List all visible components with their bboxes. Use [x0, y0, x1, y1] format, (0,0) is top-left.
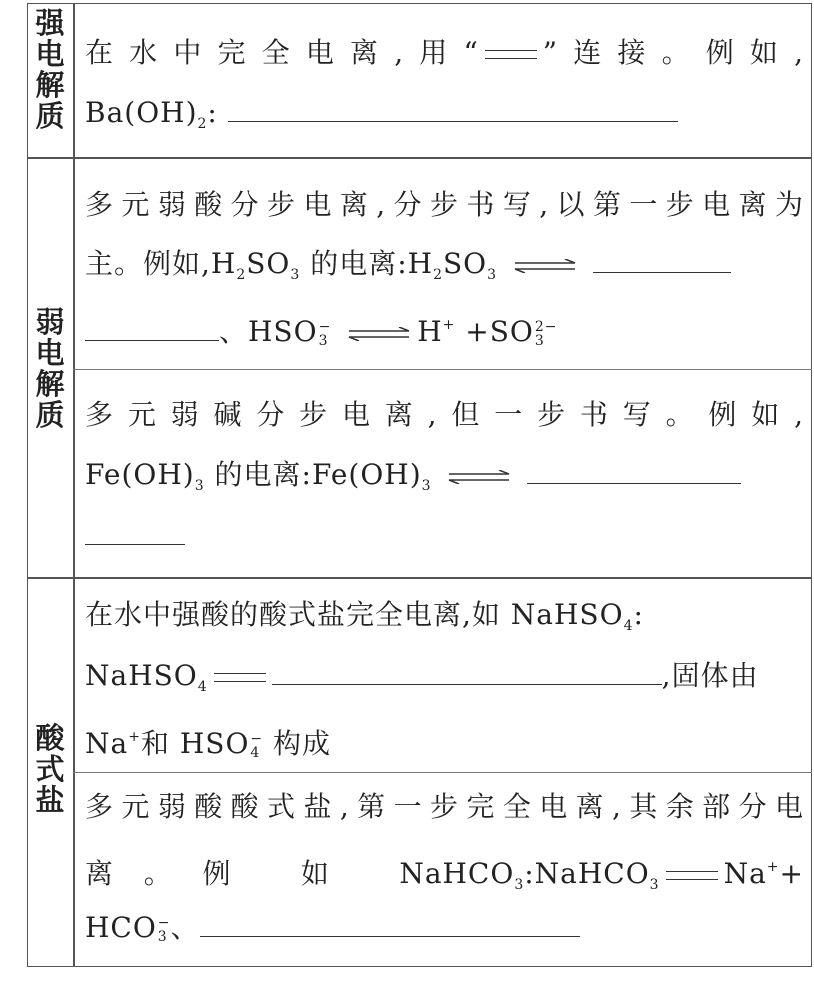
row-divider-salt-inner	[73, 772, 812, 773]
reversible-arrow-icon	[447, 470, 511, 484]
answer-blank[interactable]	[85, 516, 185, 545]
category-strong-electrolyte: 强 电 解 质	[35, 6, 65, 133]
weak-base-line-3	[85, 516, 804, 556]
reversible-arrow-icon	[347, 327, 411, 341]
row-divider-weak	[27, 577, 812, 579]
category-acid-salt: 酸 式 盐	[35, 721, 65, 817]
reversible-arrow-icon	[513, 259, 577, 273]
equals-sign	[485, 50, 537, 59]
equals-sign	[666, 871, 718, 880]
strong-line-1: 在水中完全电离,用“ ”连接。例如,	[85, 36, 805, 69]
acid-salt-line-3: Na+和 HSO − 4 构成	[85, 727, 332, 761]
acid-salt-line-1: 在水中强酸的酸式盐完全电离,如 NaHSO$_4$:	[85, 598, 644, 634]
acid-salt-weak-line-3: HCO − 3 、	[85, 908, 804, 948]
acid-salt-weak-line-1: 多元弱酸酸式盐,第一步完全电离,其余部分电	[85, 790, 804, 823]
weak-base-line-1: 多元弱碱分步电离,但一步书写。例如,	[85, 398, 804, 431]
answer-blank[interactable]	[593, 244, 731, 273]
weak-acid-line-3: 、HSO − 3 H+ +SO 2− 3	[85, 305, 804, 352]
answer-blank[interactable]	[272, 656, 662, 685]
acid-salt-line-2: NaHSO$_4$ ,固体由	[85, 656, 804, 707]
answer-blank[interactable]	[228, 93, 678, 122]
column-divider	[73, 3, 75, 967]
answer-blank[interactable]	[85, 312, 219, 341]
weak-acid-line-2: 主。例如$,H_2SO_3$ 的电离$:H_2SO_3$	[85, 244, 804, 295]
weak-acid-line-1: 多元弱酸分步电离,分步书写,以第一步电离为	[85, 188, 804, 221]
strong-line-2: $Ba(OH)_2$:	[85, 93, 804, 144]
weak-base-line-2: $Fe(OH)_3$ 的电离$:Fe(OH)_3$	[85, 455, 804, 506]
row-divider-strong	[27, 157, 812, 159]
acid-salt-weak-line-2: 离。例 如 NaHCO$_3$:NaHCO$_3$ Na++	[85, 857, 804, 893]
answer-blank[interactable]	[200, 908, 580, 937]
answer-blank[interactable]	[527, 455, 741, 484]
equals-sign	[214, 673, 266, 682]
row-divider-weak-inner	[73, 369, 812, 370]
category-weak-electrolyte: 弱 电 解 质	[35, 305, 65, 432]
